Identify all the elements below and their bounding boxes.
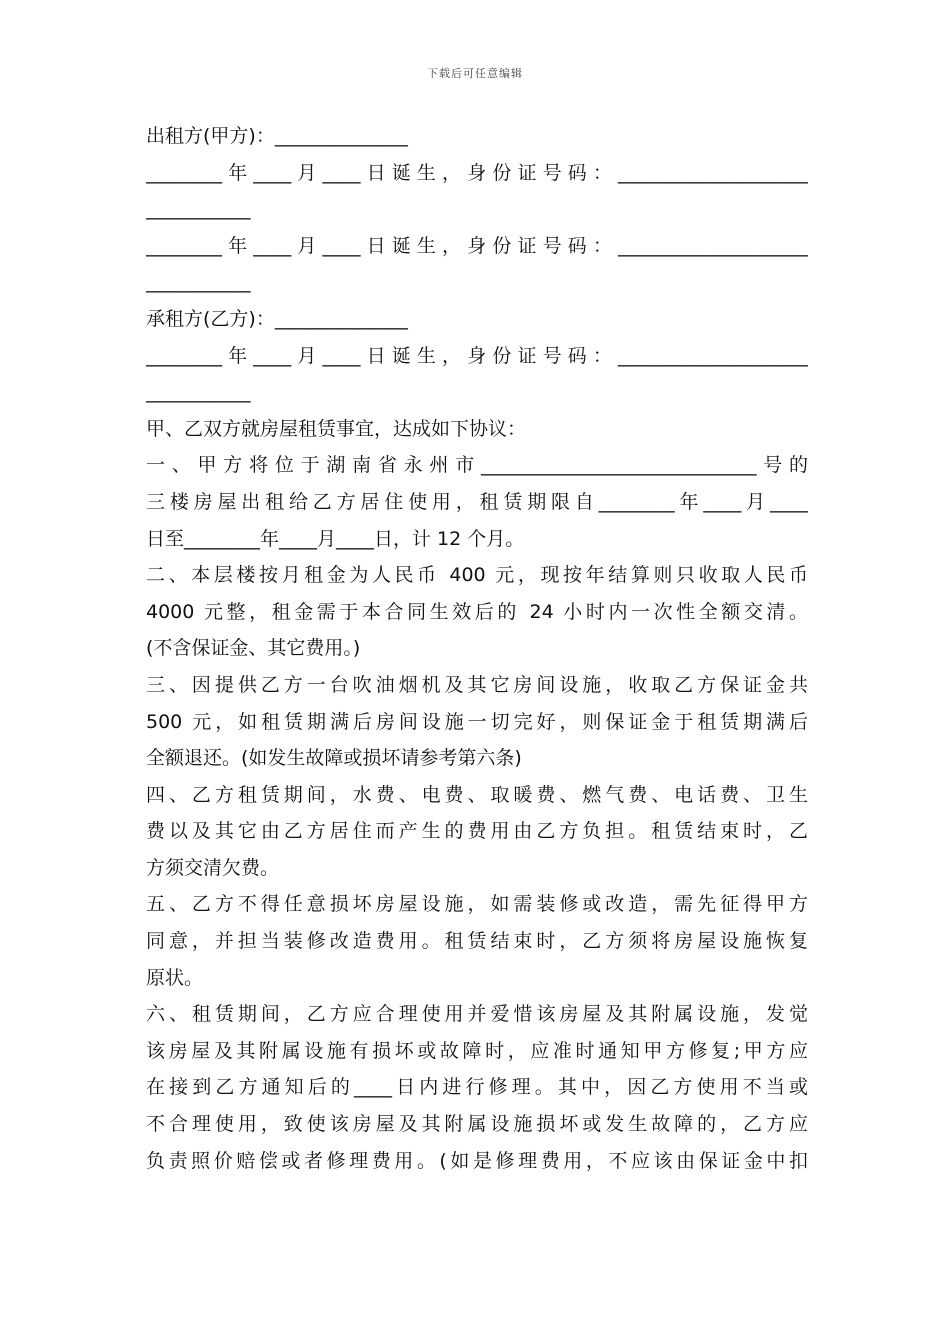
clause-4-line-3: 方须交清欠费。 xyxy=(146,856,280,879)
lessee-line: 承租方(乙方)：______________ xyxy=(146,307,408,330)
lessor-line: 出租方(甲方)：______________ xyxy=(146,125,408,147)
clause-1-line-2: 三楼房屋出租给乙方居住使用，租赁期限自________年____月____ xyxy=(146,490,808,513)
clause-2-line-2: 4000 元整，租金需于本合同生效后的 24 小时内一次性全额交清。 xyxy=(146,600,808,623)
agreement-intro: 甲、乙双方就房屋租赁事宜，达成如下协议： xyxy=(146,417,527,440)
clause-5-line-3: 原状。 xyxy=(146,966,204,989)
clause-5-line-1: 五、乙方不得任意损坏房屋设施，如需装修或改造，需先征得甲方 xyxy=(146,893,808,916)
clause-5-line-2: 同意，并担当装修改造费用。租赁结束时，乙方须将房屋设施恢复 xyxy=(146,930,808,953)
clause-6-line-3: 在接到乙方通知后的____日内进行修理。其中，因乙方使用不当或 xyxy=(146,1076,808,1099)
lessor-birth-id-line-2: ________年____月____日诞生，身份证号码：____________________ xyxy=(146,234,808,257)
clause-2-line-3: (不含保证金、其它费用。) xyxy=(146,637,361,660)
clause-2-line-1: 二、本层楼按月租金为人民币 400 元，现按年结算则只收取人民币 xyxy=(146,564,808,587)
contract-body xyxy=(146,118,808,1179)
clause-6-line-2: 该房屋及其附属设施有损坏或故障时，应准时通知甲方修复;甲方应 xyxy=(146,1039,808,1062)
lessor-id-continuation-1: ___________ xyxy=(146,198,251,221)
clause-1-line-1: 一、甲方将位于湖南省永州市_____________________________号的 xyxy=(146,454,808,477)
clause-1-line-3: 日至________年____月____日，计 12 个月。 xyxy=(146,527,525,550)
clause-3-line-3: 全额退还。(如发生故障或损坏请参考第六条) xyxy=(146,747,522,770)
clause-3-line-2: 500 元，如租赁期满后房间设施一切完好，则保证金于租赁期满后 xyxy=(146,710,808,733)
page-header: 下载后可任意编辑 xyxy=(427,67,523,80)
clause-4-line-2: 费以及其它由乙方居住而产生的费用由乙方负担。租赁结束时，乙 xyxy=(146,820,808,843)
clause-6-line-5: 负责照价赔偿或者修理费用。(如是修理费用，不应该由保证金中扣 xyxy=(146,1149,808,1172)
clause-6-line-1: 六、租赁期间，乙方应合理使用并爱惜该房屋及其附属设施，发觉 xyxy=(146,1003,808,1026)
lessor-id-continuation-2: ___________ xyxy=(146,271,251,294)
clause-4-line-1: 四、乙方租赁期间，水费、电费、取暖费、燃气费、电话费、卫生 xyxy=(146,783,808,806)
lessor-birth-id-line-1: ________年____月____日诞生，身份证号码：____________________ xyxy=(146,161,808,184)
lessee-id-continuation: ___________ xyxy=(146,381,251,404)
clause-3-line-1: 三、因提供乙方一台吹油烟机及其它房间设施，收取乙方保证金共 xyxy=(146,673,808,696)
lessee-birth-id-line: ________年____月____日诞生，身份证号码：____________________ xyxy=(146,344,808,367)
clause-6-line-4: 不合理使用，致使该房屋及其附属设施损坏或发生故障的，乙方应 xyxy=(146,1113,808,1136)
